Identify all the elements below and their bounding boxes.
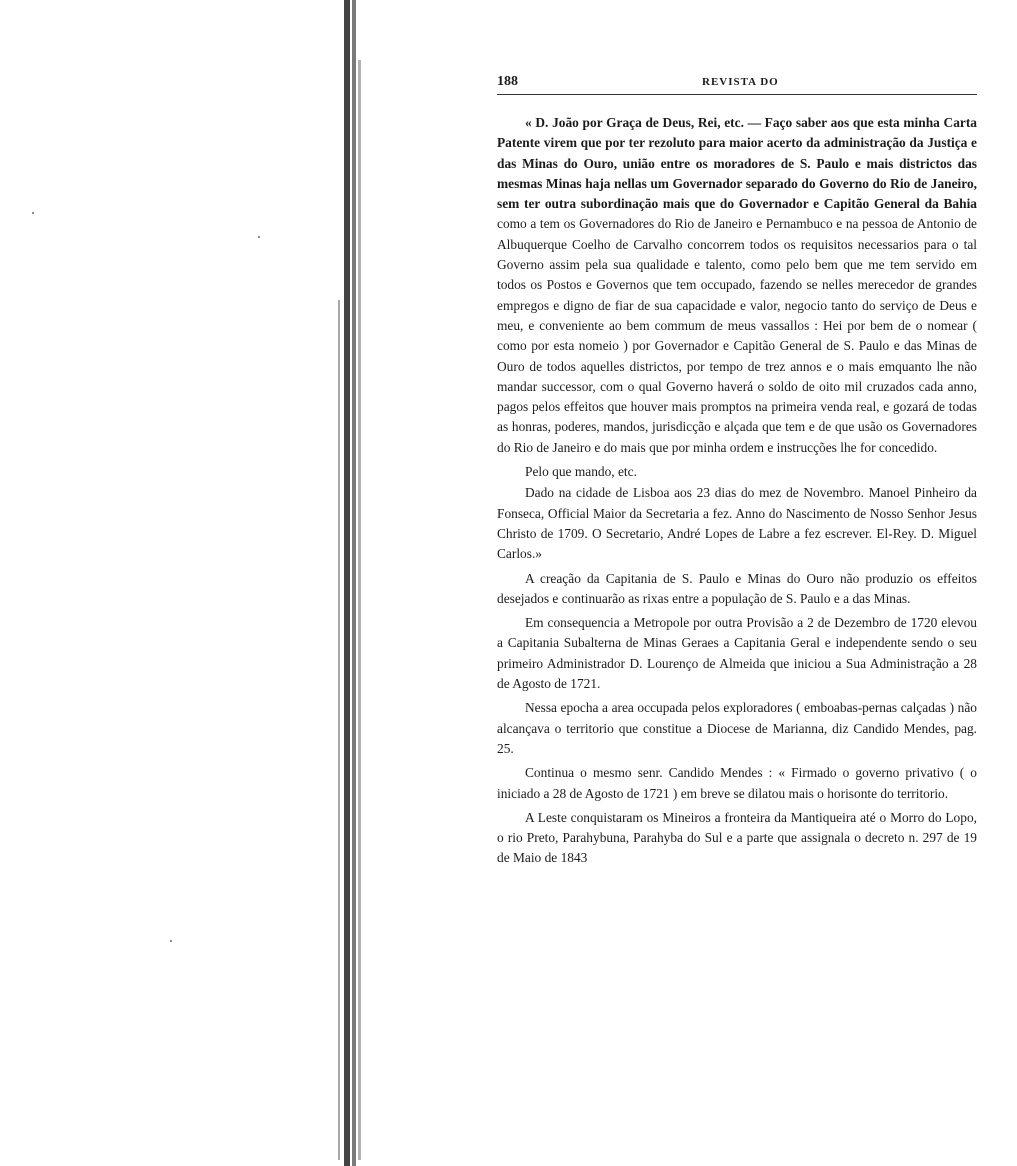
scan-speck [170, 940, 172, 942]
paragraph-pelo-que-mando: Pelo que mando, etc. [525, 464, 637, 480]
page-header [497, 72, 977, 95]
gutter-shadow-line [338, 300, 340, 1160]
paragraph-continua: Continua o mesmo senr. Candido Mendes : « Firmado o governo privativo ( o iniciado a 28 de Agosto de 1721 ) em breve se dilatou mais o horisonte do territorio. [497, 765, 977, 801]
paragraph-text: como a tem os Governadores do Rio de Janeiro e Pernambuco e na pessoa de Antonio de Albuquerque Coelho de Carvalho concorrem todos os requisitos necessarios para o tal Governo assim pela sua qualidade e talento, como pelo bem que me tem servido em todos os Postos e Governos que tem occupado, fazendo se nelles merecedor de grandes empregos e digno de fiar de sua capacidade e valor, negocio tanto do serviço de Deus e meu, e conveniente ao bem commum de meus vassallos : Hei por bem de o nomear ( como por esta nomeio ) por Governador e Capitão General de S. Paulo e das Minas de Ouro de todos aquelles districtos, por tempo de trez annos e o mais emquanto lhe não mandar successor, com o qual Governo haverá o soldo de oito mil cruzados cada anno, pagos pelos effeitos que houver mais promptos na primeira venda real, e gozará de todas as honras, poderes, mandos, jurisdicção e alçada que tem e de que usão os Governadores do Rio de Janeiro e do mais que por minha ordem e instrucções lhe for concedido. [497, 216, 977, 455]
binding-gutter-shadow [330, 0, 370, 1166]
book-page [497, 72, 977, 873]
running-head: REVISTA DO [702, 76, 779, 88]
gutter-shadow-line [352, 0, 356, 1166]
gutter-shadow-line [358, 60, 361, 1160]
paragraph-carta-patente [497, 113, 977, 458]
scan-speck [258, 236, 260, 238]
paragraph-a-leste: A Leste conquistaram os Mineiros a fronteira da Mantiqueira até o Morro do Lopo, o rio Preto, Parahybuna, Parahyba do Sul e a parte que assignala o decreto n. 297 de 19 de Maio de 1843 [497, 809, 977, 866]
page-body [497, 113, 977, 869]
paragraph-nessa-epocha: Nessa epocha a area occupada pelos exploradores ( emboabas-pernas calçadas ) não alcançava o territorio que constitue a Diocese de Marianna, diz Candido Mendes, pag. 25. [497, 700, 977, 756]
paragraph-em-consequencia: Em consequencia a Metropole por outra Provisão a 2 de Dezembro de 1720 elevou a Capitania Subalterna de Minas Geraes a Capitania Geral e independente sendo o seu primeiro Administrador D. Lourenço de Almeida que iniciou a Sua Administração a 28 de Agosto de 1721. [497, 615, 977, 692]
page-number: 188 [497, 74, 518, 89]
scan-speck [32, 212, 34, 214]
gutter-shadow-line [344, 0, 350, 1166]
paragraph-creacao-capitania: A creação da Capitania de S. Paulo e Minas do Ouro não produzio os effeitos desejados e continuarão as rixas entre a população de S. Paulo e a das Minas. [497, 570, 977, 606]
paragraph-dado-na-cidade: Dado na cidade de Lisboa aos 23 dias do mez de Novembro. Manoel Pinheiro da Fonseca, Official Maior da Secretaria a fez. Anno do Nascimento de Nosso Senhor Jesus Christo de 1709. O Secretario, André Lopes de Labre a fez escrever. El-Rey. D. Miguel Carlos.» [497, 485, 977, 562]
paragraph-lead: « D. João por Graça de Deus, Rei, etc. — Faço saber aos que esta minha Carta Patente virem que por ter rezoluto para maior acerto da administração da Justiça e das Minas do Ouro, união entre os moradores de S. Paulo e mais districtos das mesmas Minas haja nellas um Governador separado do Governo do Rio de Janeiro, sem ter outra subordinação mais que do Governador e Capitão General da Bahia [497, 115, 977, 212]
